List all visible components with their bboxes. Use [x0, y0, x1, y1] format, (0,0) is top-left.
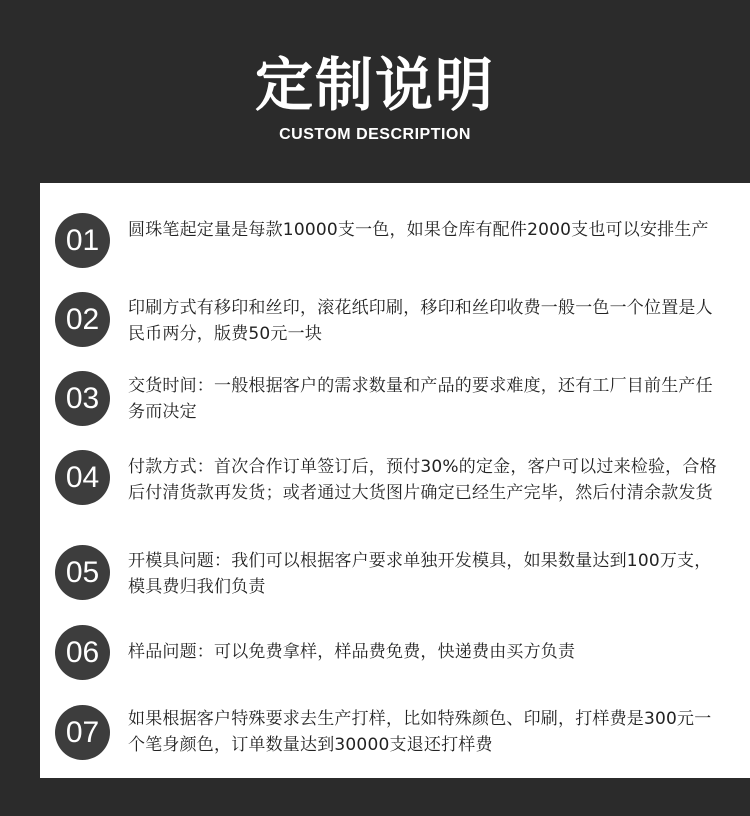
item-text: 开模具问题：我们可以根据客户要求单独开发模具，如果数量达到100万支，模具费归我们负责	[128, 551, 712, 597]
item-number-badge: 07	[55, 705, 110, 760]
item-number-badge: 01	[55, 213, 110, 268]
item-text: 交货时间：一般根据客户的需求数量和产品的要求难度，还有工厂目前生产任务而决定	[128, 376, 713, 422]
item-number-badge: 06	[55, 625, 110, 680]
item-text: 付款方式：首次合作订单签订后，预付30%的定金，客户可以过来检验，合格后付清货款再发货；或者通过大货图片确定已经生产完毕，然后付清余款发货	[128, 457, 717, 503]
header-banner	[0, 0, 750, 183]
item-number-badge: 02	[55, 292, 110, 347]
item-text: 圆珠笔起定量是每款10000支一色，如果仓库有配件2000支也可以安排生产	[128, 220, 709, 240]
footer-strip	[0, 778, 750, 816]
item-number-badge: 04	[55, 450, 110, 505]
page-subtitle: CUSTOM DESCRIPTION	[279, 126, 471, 143]
item-number-badge: 03	[55, 371, 110, 426]
item-number-badge: 05	[55, 545, 110, 600]
item-text: 印刷方式有移印和丝印，滚花纸印刷，移印和丝印收费一般一色一个位置是人民币两分，版费50元一块	[128, 298, 713, 344]
page-title: 定制说明	[254, 51, 495, 119]
item-text: 样品问题：可以免费拿样，样品费免费，快递费由买方负责	[128, 642, 576, 662]
item-text: 如果根据客户特殊要求去生产打样，比如特殊颜色、印刷，打样费是300元一个笔身颜色，订单数量达到30000支退还打样费	[128, 709, 712, 755]
description-panel	[40, 183, 750, 778]
